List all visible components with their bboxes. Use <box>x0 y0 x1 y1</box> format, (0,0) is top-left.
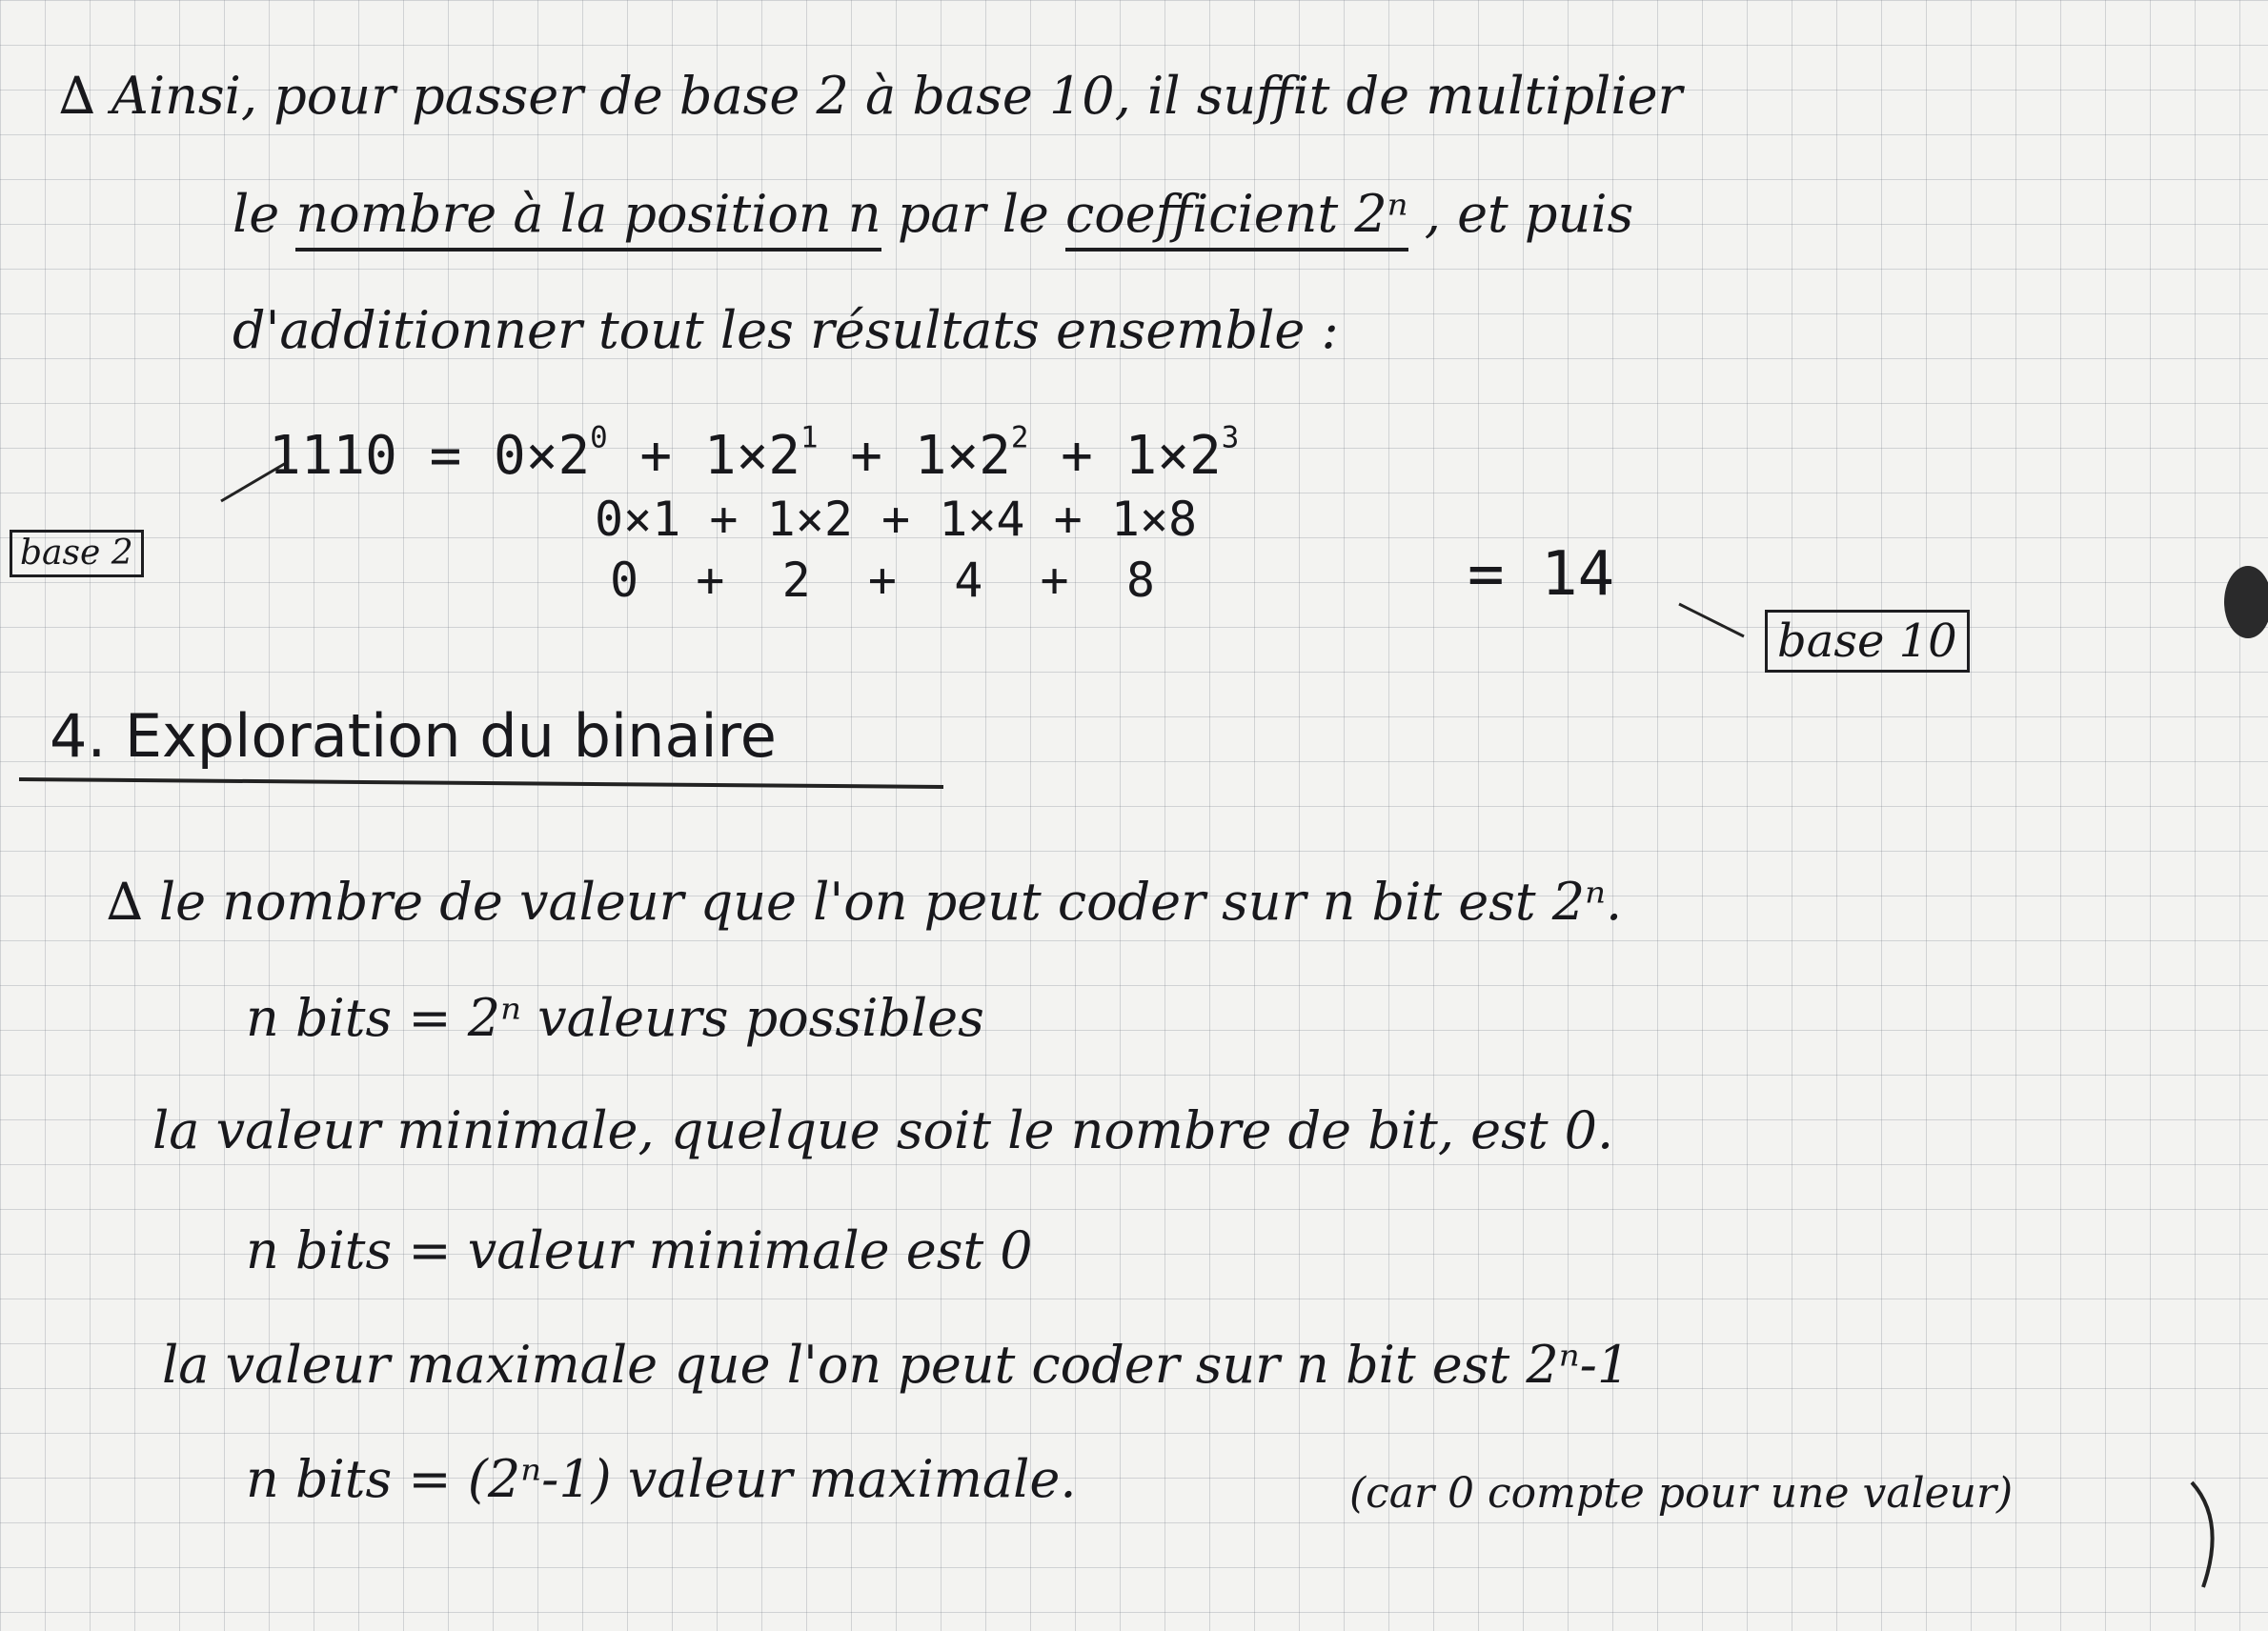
exp1: 1 <box>800 420 819 455</box>
para2-line1: ∆ le nombre de valeur que l'on peut coder sur n bit est 2ⁿ. <box>107 872 1623 932</box>
exp3: 3 <box>1221 420 1240 455</box>
section-title: Exploration du binaire <box>124 701 777 771</box>
para2-line3: la valeur minimale, quelque soit le nombre de bit, est 0. <box>152 1100 1614 1160</box>
eq-term3: + 1×2 <box>1028 425 1222 487</box>
closing-paren-stroke <box>2192 1482 2213 1587</box>
para1-line1: ∆ Ainsi, pour passer de base 2 à base 10, il suffit de multiplier <box>59 66 1683 126</box>
section-underline <box>19 779 943 787</box>
binary-number: 1110 <box>269 425 397 487</box>
eq-term2: + 1×2 <box>818 425 1011 487</box>
example-result: = 14 <box>1468 539 1615 610</box>
para2-line6: n bits = (2ⁿ-1) valeur maximale. <box>246 1449 1077 1509</box>
label-base10: base 10 <box>1765 610 1970 673</box>
section-number: 4. <box>50 701 107 771</box>
underlined-coefficient: coefficient 2ⁿ <box>1065 184 1408 252</box>
eq-term0: = 0×2 <box>429 425 591 487</box>
example-equation-line2: 0×1 + 1×2 + 1×4 + 1×8 <box>595 492 1198 547</box>
exp0: 0 <box>590 420 608 455</box>
para1-line2-end: , et puis <box>1424 184 1634 244</box>
para1-line2-mid: par le <box>897 184 1049 244</box>
label-base2: base 2 <box>10 530 144 577</box>
example-equation-line1 <box>269 420 1240 487</box>
para1-line2-start: le <box>233 184 280 244</box>
arrow-base10 <box>1679 604 1744 636</box>
para1-line3: d'additionner tout les résultats ensemble : <box>233 300 1339 360</box>
para2-line4: n bits = valeur minimale est 0 <box>246 1220 1033 1280</box>
underlined-position: nombre à la position n <box>295 184 881 252</box>
eq-term1: + 1×2 <box>607 425 800 487</box>
para2-line6-note: (car 0 compte pour une valeur) <box>1349 1469 2014 1518</box>
section-heading <box>50 701 777 771</box>
para2-line2: n bits = 2ⁿ valeurs possibles <box>246 988 984 1048</box>
para1-line2 <box>233 184 1634 244</box>
exp2: 2 <box>1010 420 1029 455</box>
example-equation-line3: 0 + 2 + 4 + 8 <box>610 553 1155 608</box>
para2-line5: la valeur maximale que l'on peut coder sur n bit est 2ⁿ-1 <box>162 1335 1630 1395</box>
